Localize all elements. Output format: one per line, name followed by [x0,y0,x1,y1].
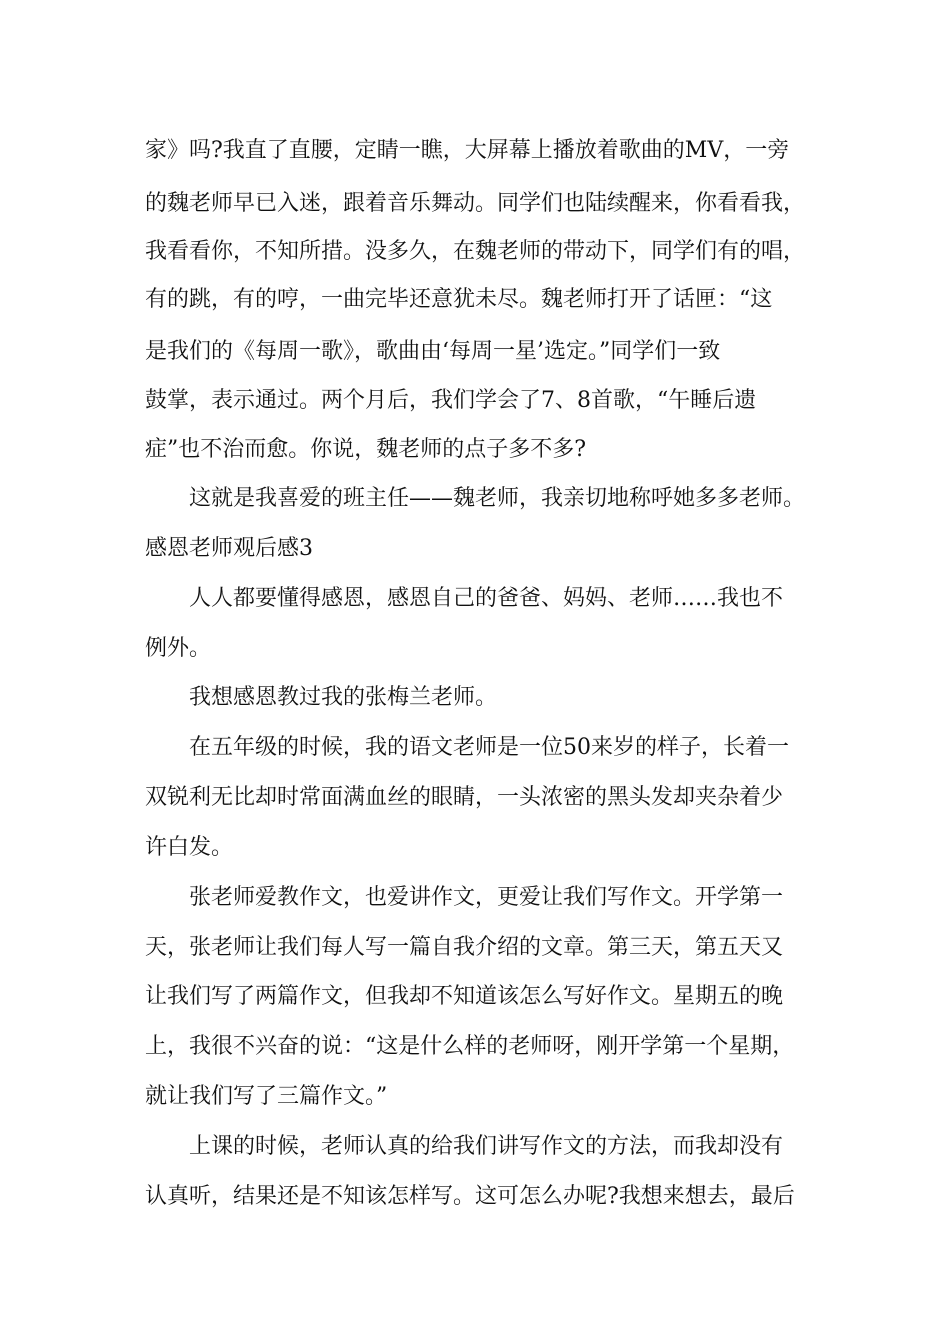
text-line: 就让我们写了三篇作文。” [145,1084,388,1109]
text-line: 认真听，结果还是不知该怎样写。这可怎么办呢?我想来想去，最后 [145,1184,795,1209]
text-line: 许白发。 [145,835,234,860]
text-line: 鼓掌，表示通过。两个月后，我们学会了7、8首歌，“午睡后遗 [145,388,757,413]
text-line: 让我们写了两篇作文，但我却不知道该怎么写好作文。星期五的晚 [145,984,784,1009]
text-line: 的魏老师早已入迷，跟着音乐舞动。同学们也陆续醒来，你看看我， [145,191,806,216]
text-line: 人人都要懂得感恩，感恩自己的爸爸、妈妈、老师……我也不 [189,586,784,611]
text-line: 有的跳，有的哼，一曲完毕还意犹未尽。魏老师打开了话匣：“这 [145,287,773,312]
text-line: 例外。 [145,636,212,661]
text-line: 我想感恩教过我的张梅兰老师。 [189,685,498,710]
text-line: 天，张老师让我们每人写一篇自我介绍的文章。第三天，第五天又 [145,935,784,960]
text-line: 这就是我喜爱的班主任——魏老师，我亲切地称呼她多多老师。 [189,486,806,511]
text-line: 是我们的《每周一歌》，歌曲由‘每周一星’选定。”同学们一致 [145,339,721,364]
text-line: 家》吗?我直了直腰，定睛一瞧，大屏幕上播放着歌曲的MV，一旁 [145,138,790,163]
text-line: 张老师爱教作文，也爱讲作文，更爱让我们写作文。开学第一 [189,885,784,910]
text-line: 上课的时候，老师认真的给我们讲写作文的方法，而我却没有 [189,1134,784,1159]
section-heading: 感恩老师观后感3 [145,536,313,561]
text-line: 上，我很不兴奋的说：“这是什么样的老师呀，刚开学第一个星期， [145,1034,795,1059]
text-line: 症”也不治而愈。你说，魏老师的点子多不多? [145,437,587,462]
text-line: 双锐利无比却时常面满血丝的眼睛，一头浓密的黑头发却夹杂着少 [145,785,784,810]
text-line: 我看看你，不知所措。没多久，在魏老师的带动下，同学们有的唱， [145,239,806,264]
text-line: 在五年级的时候，我的语文老师是一位50来岁的样子，长着一 [189,735,789,760]
